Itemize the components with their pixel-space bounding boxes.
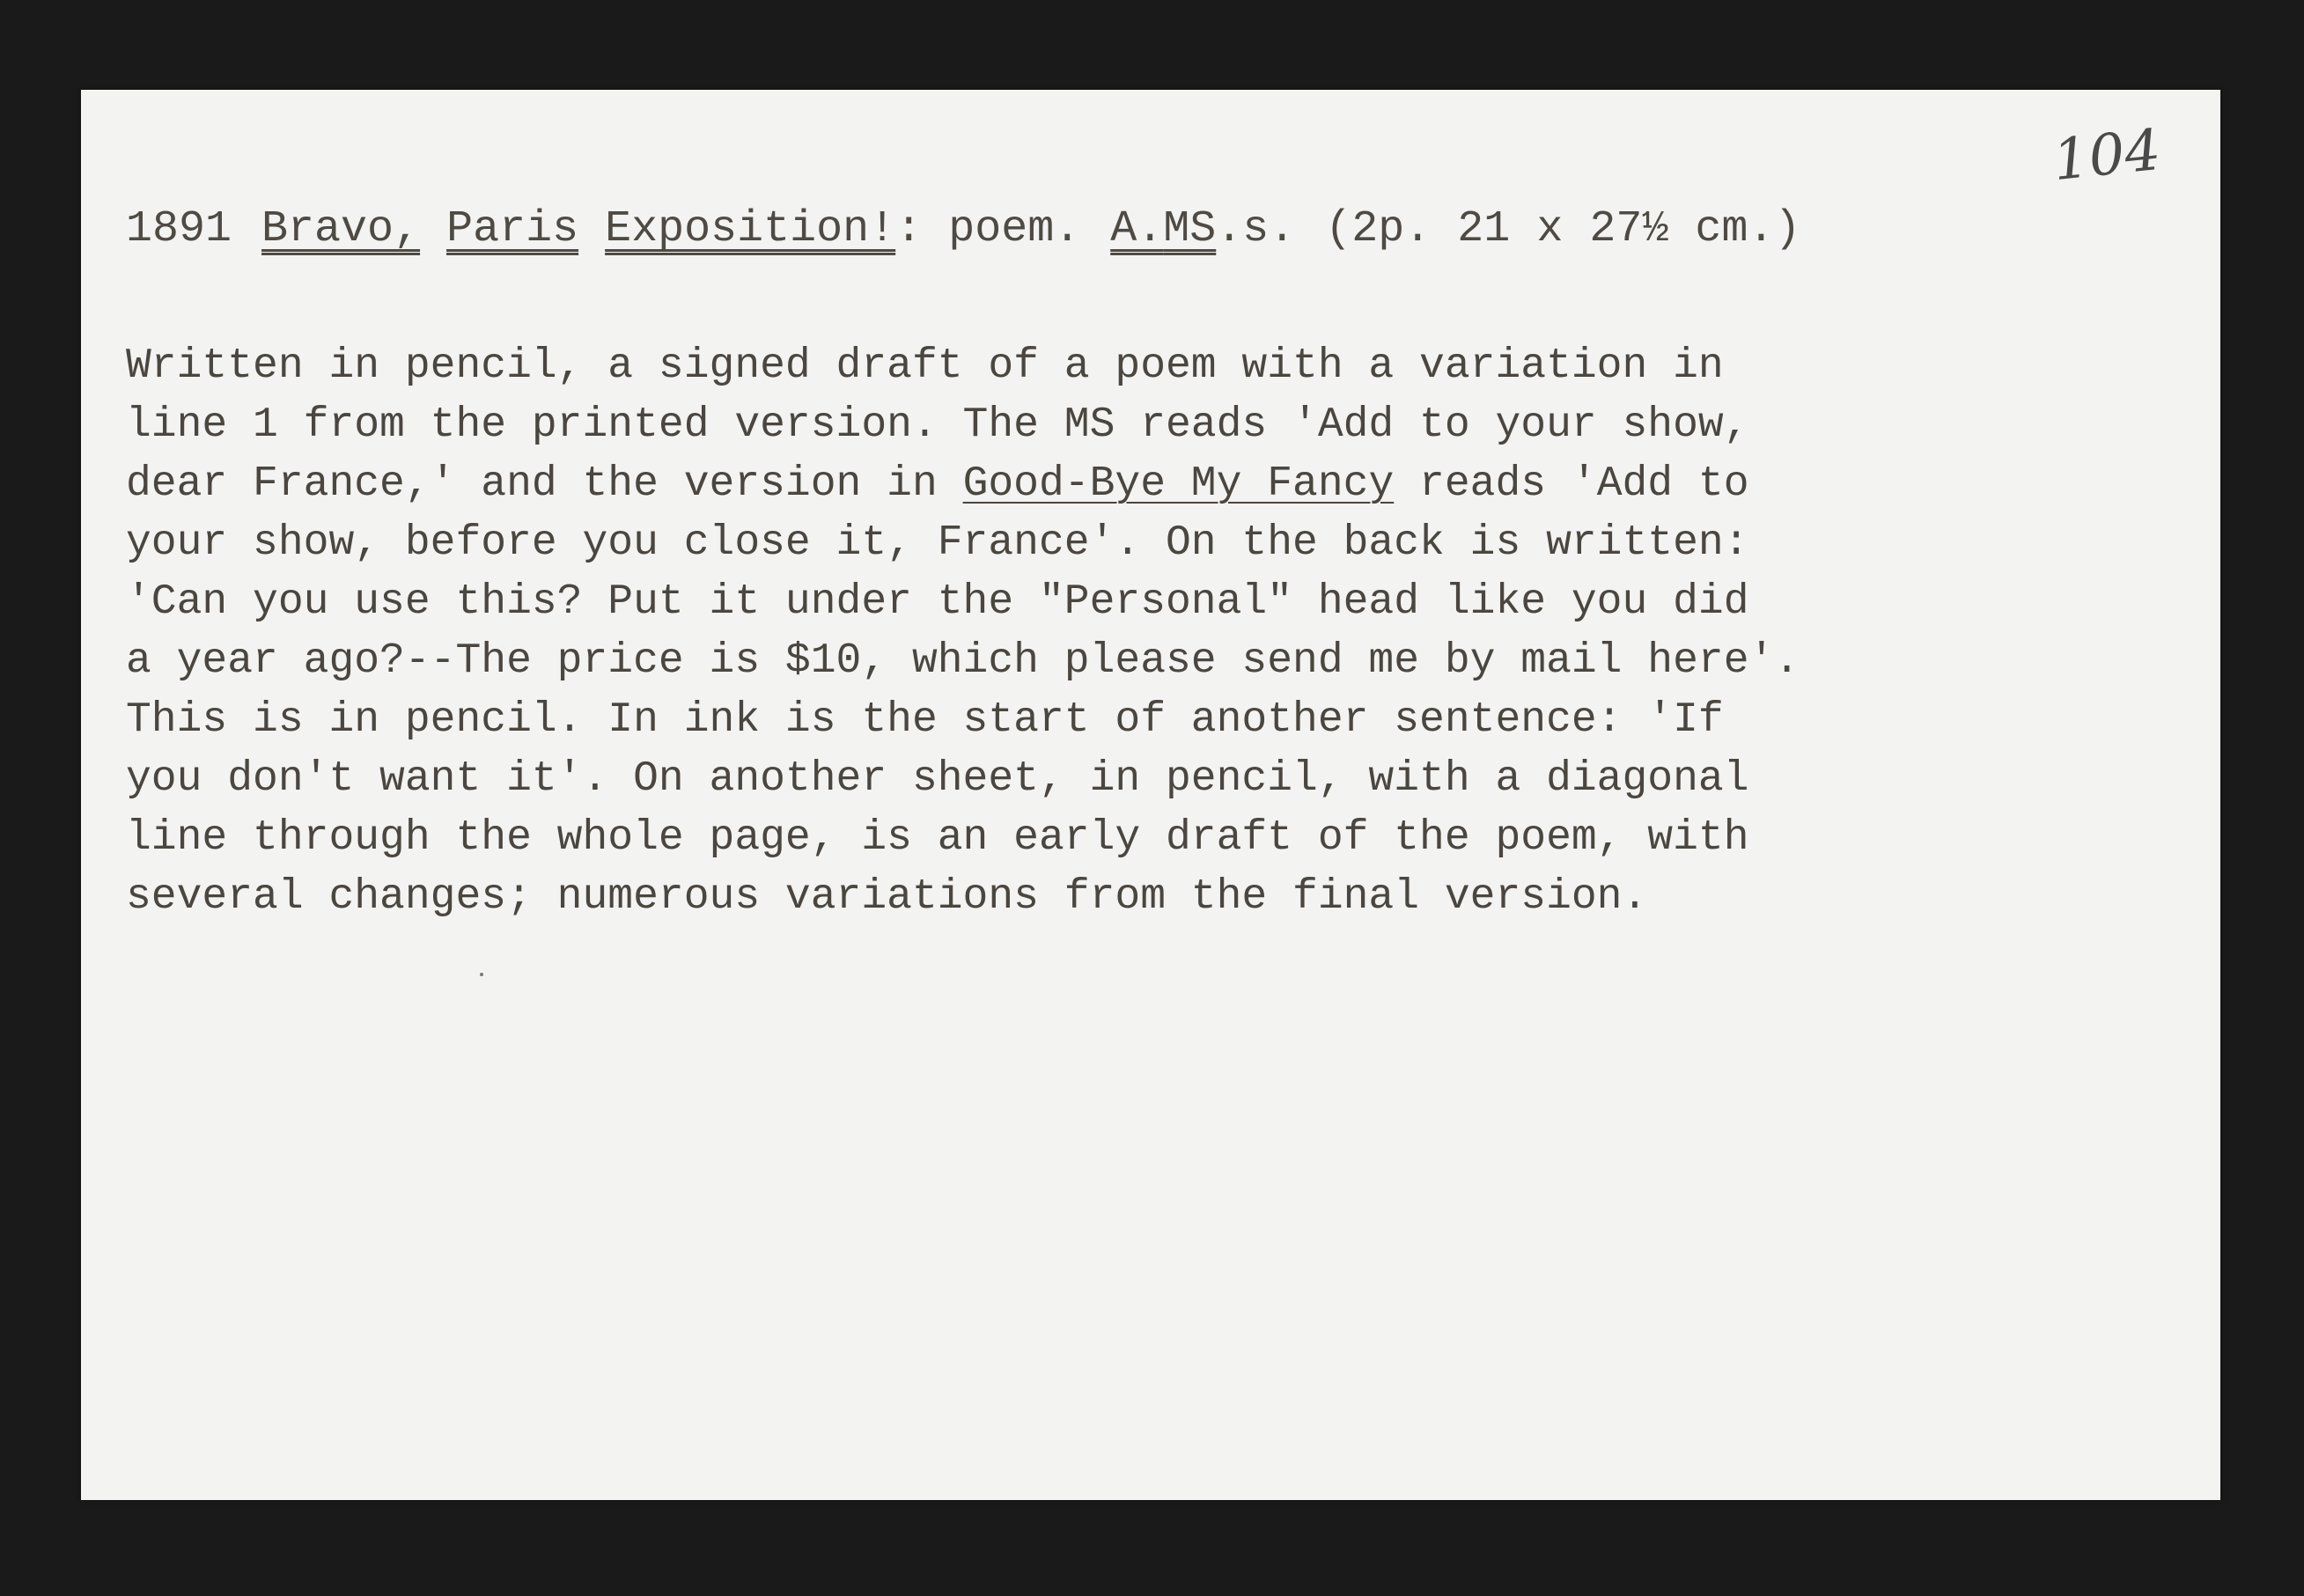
description-line: Written in pencil, a signed draft of a poem with a variation in <box>126 342 1724 390</box>
ink-speck <box>480 973 483 976</box>
description-line <box>126 455 2107 514</box>
heading-type: : poem. <box>895 204 1081 254</box>
line3-after: reads 'Add to <box>1394 460 1749 508</box>
title-word-bravo: Bravo, <box>261 204 421 254</box>
description-line: 'Can you use this? Put it under the "Personal" head like you did <box>126 578 1749 626</box>
card-description <box>126 337 2107 927</box>
title-word-exposition: Exposition! <box>605 204 896 254</box>
abbrev-s: .s. <box>1216 204 1296 254</box>
description-line: This is in pencil. In ink is the start of another sentence: 'If <box>126 696 1724 744</box>
line3-before: dear France,' and the version in <box>126 460 963 508</box>
abbrev-a: A. <box>1110 204 1164 254</box>
description-line: several changes; numerous variations from the final version. <box>126 873 1648 921</box>
physical-description: (2p. 21 x 27½ cm.) <box>1325 204 1801 254</box>
description-line: a year ago?--The price is $10, which please send me by mail here'. <box>126 637 1800 685</box>
folio-number: 104 <box>2050 117 2164 195</box>
heading-year: 1891 <box>126 204 232 254</box>
title-word-paris: Paris <box>446 204 579 254</box>
description-line: line through the whole page, is an early draft of the poem, with <box>126 814 1749 862</box>
description-line: line 1 from the printed version. The MS reads 'Add to your show, <box>126 401 1749 449</box>
card-heading <box>126 204 2107 254</box>
underlined-title: Good-Bye My Fancy <box>962 460 1395 508</box>
description-line: your show, before you close it, France'. On the back is written: <box>126 519 1749 567</box>
description-line: you don't want it'. On another sheet, in pencil, with a diagonal <box>126 755 1749 803</box>
abbrev-ms: MS <box>1163 204 1217 254</box>
